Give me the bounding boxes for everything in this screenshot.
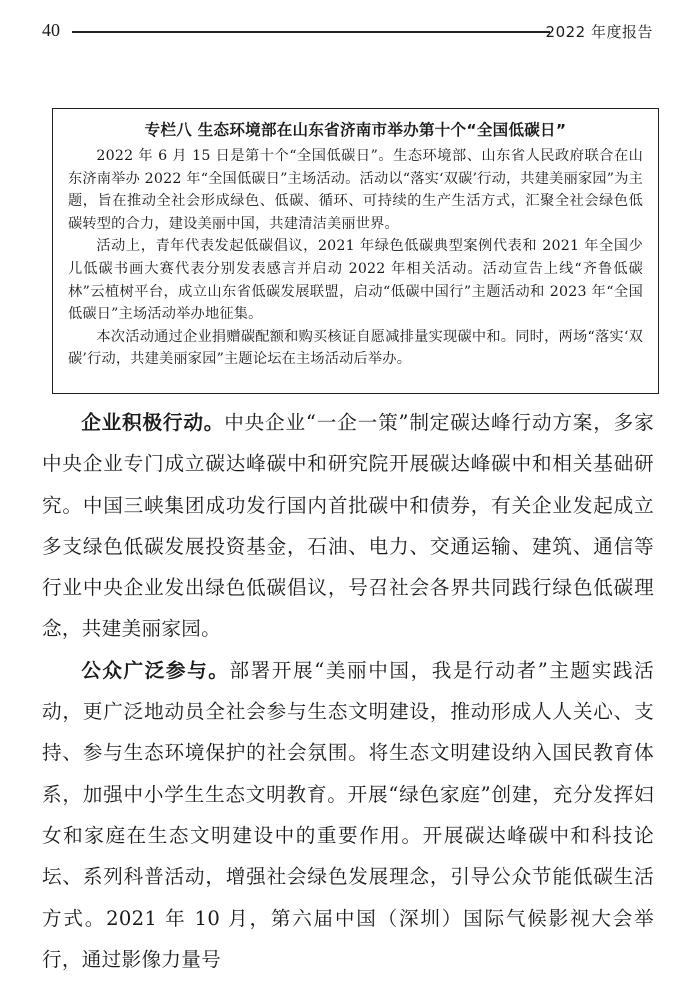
page-number: 40 <box>42 20 60 40</box>
paragraph-lead-heading: 公众广泛参与。 <box>81 658 230 682</box>
page-header <box>42 18 653 44</box>
paragraph-lead-heading: 企业积极行动。 <box>81 411 225 434</box>
paragraph-text: 中央企业“一企一策”制定碳达峰行动方案，多家中央企业专门成立碳达峰碳中和研究院开展碳达峰碳中和相关基础研究。中国三峡集团成功发行国内首批碳中和债券，有关企业发起成立多支绿色低碳发展投资基金，石油、电力、交通运输、建筑、通信等行业中央企业发出绿色低碳倡议，号召社会各界共同践行绿色低碳理念，共建美丽家园。 <box>42 411 654 641</box>
sidebar-column-box <box>52 108 659 394</box>
body-paragraph <box>42 402 654 650</box>
paragraph-text: 部署开展“美丽中国，我是行动者”主题实践活动，更广泛地动员全社会参与生态文明建设，推动形成人人关心、支持、参与生态环境保护的社会氛围。将生态文明建设纳入国民教育体系，加强中小学生生态文明教育。开展“绿色家庭”创建，充分发挥妇女和家庭在生态文明建设中的重要作用。开展碳达峰碳中和科技论坛、系列科普活动，增强社会绿色发展理念，引导公众节能低碳生活方式。2021 年 10 月，第六届中国（深圳）国际气候影视大会举行，通过影像力量号 <box>42 658 654 971</box>
body-paragraph <box>42 650 654 980</box>
main-body <box>42 402 654 980</box>
report-title: 2022 年度报告 <box>545 23 653 41</box>
column-box-paragraph: 本次活动通过企业捐赠碳配额和购买核证自愿减排量实现碳中和。同时，两场“落实‘双碳’行动，共建美丽家园”主题论坛在主场活动后举办。 <box>68 328 643 368</box>
column-box-paragraph: 2022 年 6 月 15 日是第十个“全国低碳日”。生态环境部、山东省人民政府联合在山东济南举办 2022 年“全国低碳日”主场活动。活动以“落实‘双碳’行动，共建美丽家园”为主题，旨在推动全社会形成绿色、低碳、循环、可持续的生产生活方式，汇聚全社会绿色低碳转型的合力，建设美丽中国，共建清洁美丽世界。 <box>68 148 643 232</box>
header-rule <box>72 31 550 33</box>
column-box-paragraph: 活动上，青年代表发起低碳倡议，2021 年绿色低碳典型案例代表和 2021 年全国少儿低碳书画大赛代表分别发表感言并启动 2022 年相关活动。活动宣告上线“齐鲁低碳林”云植树平台，成立山东省低碳发展联盟，启动“低碳中国行”主题活动和 2023 年“全国低碳日”主场活动举办地征集。 <box>68 238 643 323</box>
column-box-title: 专栏八 生态环境部在山东省济南市举办第十个“全国低碳日” <box>144 121 567 139</box>
